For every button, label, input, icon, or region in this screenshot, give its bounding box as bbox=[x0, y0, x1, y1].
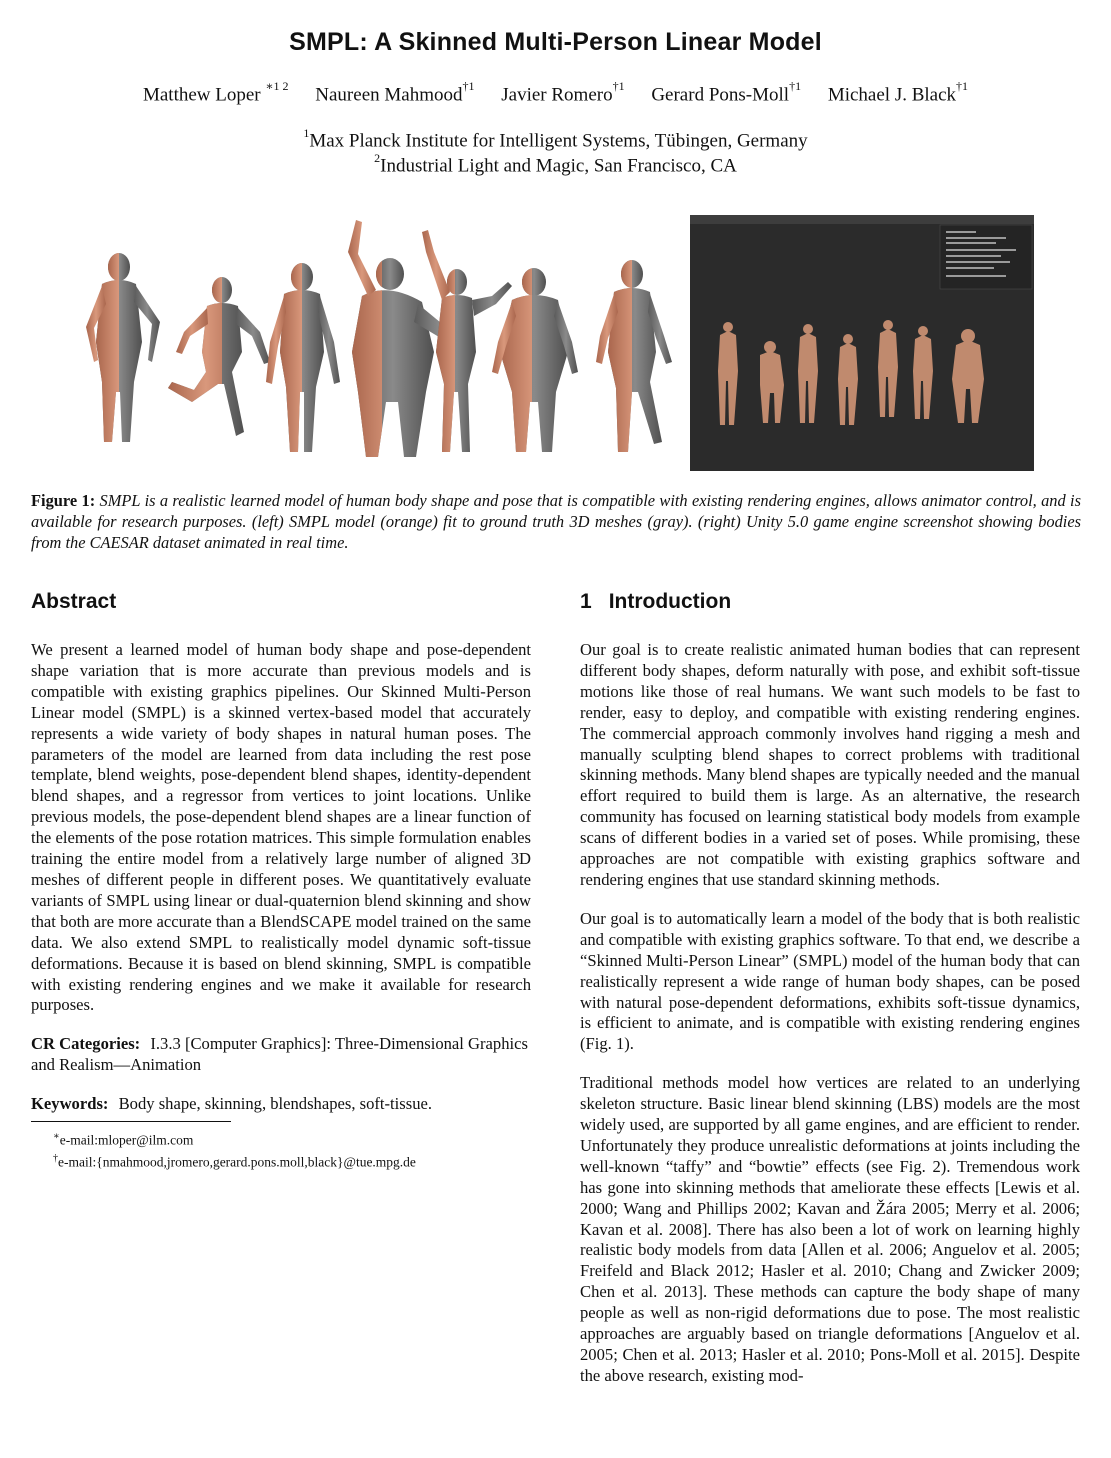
author: Michael J. Black$^{\dagger 1}$ bbox=[827, 79, 969, 106]
footnote: ∗e-mail:mloper@ilm.com bbox=[53, 1131, 194, 1148]
cr-categories: CR Categories: I.3.3 [Computer Graphics]: Three-Dimensional Graphics and Realism—Animation bbox=[31, 1034, 528, 1075]
abstract-heading: Abstract bbox=[31, 590, 117, 613]
body-figure bbox=[266, 263, 340, 452]
author: Gerard Pons-Moll$^{\dagger 1}$ bbox=[651, 79, 802, 106]
intro-paragraph: Our goal is to automatically learn a model of the body that is both realistic and compatible with existing graphics software. To that end, we describe a “Skinned Multi-Person Linear” (SMPL) model of the human body that can realistically represent a wide range of human body shapes, can be posed with natural pose-dependent deformations, exhibits soft-tissue dynamics, is efficient to animate, and is compatible with existing rendering engines (Fig. 1). bbox=[580, 908, 1080, 1054]
figure-1-caption: Figure 1: SMPL is a realistic learned model of human body shape and pose that is compatible with existing rendering engines, allows animator control, and is available for research purposes. (left) SMPL model (orange) fit to ground truth 3D meshes (gray). (right) Unity 5.0 game engine screenshot showing bodies from the CAESAR dataset animated in real time. bbox=[31, 491, 1081, 552]
figure-1-left-body-renders bbox=[72, 212, 672, 474]
body-figure bbox=[86, 253, 160, 442]
intro-paragraph: Traditional methods model how vertices are related to an underlying skeleton structure. Basic linear blend skinning (LBS) models are the most widely used, are supported by all game engines, and are efficient to render. Unfortunately they produce unrealistic deformations at joints including the well-known “taffy” and “bowtie” effects (see Fig. 2). Tremendous work has gone into skinning methods that ameliorate these effects [Lewis et al. 2000; Wang and Phillips 2002; Kavan and Žára 2005; Merry et al. 2006; Kavan et al. 2008]. There has also been a lot of work on learning highly realistic body models from data [Allen et al. 2006; Anguelov et al. 2005; Freifeld and Black 2012; Hasler et al. 2010; Chang and Zwicker 2009; Chen et al. 2013]. These methods can capture the body shape of many people as well as non-rigid deformations due to pose. The most realistic approaches are arguably based on triangle deformations [Anguelov et al. 2005; Chen et al. 2013; Hasler et al. 2010; Pons-Moll et al. 2015]. Despite the above research, existing mod- bbox=[580, 1073, 1080, 1385]
footnote: †e-mail:{nmahmood,jromero,gerard.pons.moll,black}@tue.mpg.de bbox=[53, 1152, 416, 1170]
left-column bbox=[31, 590, 531, 1171]
author-list bbox=[0, 79, 1111, 106]
author: Javier Romero$^{\dagger 1}$ bbox=[501, 79, 625, 106]
intro-paragraph: Our goal is to create realistic animated human bodies that can represent different body shapes, deform naturally with pose, and exhibit soft-tissue motions like those of real humans. We want such models to be fast to render, easy to deploy, and compatible with existing rendering engines. The commercial approach commonly involves hand rigging a mesh and manually sculpting blend shapes to correct problems with traditional skinning methods. Many blend shapes are typically needed and the manual effort required to build them is large. As an alternative, the research community has focused on learning statistical body models from example scans of different bodies in a varied set of poses. While promising, these approaches are not compatible with existing graphics software and rendering engines that use standard skinning methods. bbox=[580, 640, 1080, 889]
author: Naureen Mahmood$^{\dagger 1}$ bbox=[315, 79, 475, 106]
author: Matthew Loper $^{∗1 2}$ bbox=[142, 79, 289, 106]
body-figure bbox=[596, 260, 672, 452]
affiliation: $^1$Max Planck Institute for Intelligent Systems, Tübingen, Germany bbox=[303, 126, 808, 152]
abstract-text: We present a learned model of human body shape and pose-dependent shape variation that is more accurate than previous models and is compatible with existing graphics pipelines. Our Skinned Multi-Person Linear model (SMPL) is a skinned vertex-based model that accurately represents a wide variety of body shapes in natural human poses. The parameters of the model are learned from data including the rest pose template, blend weights, pose-dependent blend shapes, identity-dependent blend shapes, and a regressor from vertices to joint locations. Unlike previous models, the pose-dependent blend shapes are a linear function of the elements of the pose rotation matrices. This simple formulation enables training the entire model from a relatively large number of aligned 3D meshes of different people in different poses. We quantitatively evaluate variants of SMPL using linear or dual-quaternion blend skinning and show that both are more accurate than a BlendSCAPE model trained on the same data. We also extend SMPL to realistically model dynamic soft-tissue deformations. Because it is based on blend skinning, SMPL is compatible with existing rendering engines and we make it available for research purposes. bbox=[31, 640, 531, 1015]
keywords: Keywords: Body shape, skinning, blendshapes, soft-tissue. bbox=[31, 1094, 433, 1114]
introduction-heading: 1 Introduction bbox=[580, 590, 732, 613]
body-figure bbox=[492, 268, 578, 452]
footnote-rule bbox=[31, 1121, 231, 1122]
figure-1-right-unity-screenshot bbox=[690, 215, 1034, 471]
paper-title: SMPL: A Skinned Multi-Person Linear Model bbox=[289, 28, 822, 56]
body-figure bbox=[168, 277, 270, 436]
affiliation: $^2$Industrial Light and Magic, San Francisco, CA bbox=[374, 151, 737, 177]
right-column bbox=[580, 590, 1080, 1405]
